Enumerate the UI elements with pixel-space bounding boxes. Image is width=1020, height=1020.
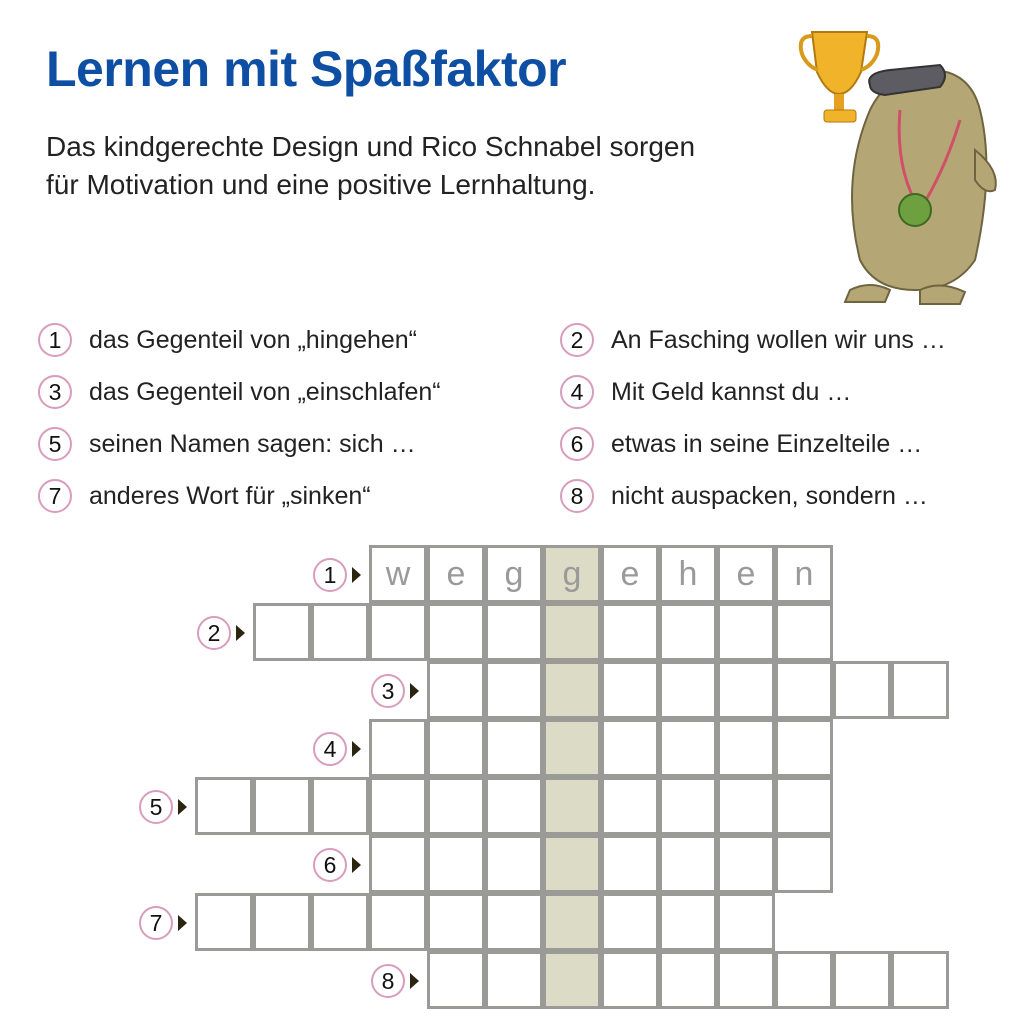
crossword-cell[interactable]: n (775, 545, 833, 603)
crossword-cell[interactable] (659, 835, 717, 893)
arrow-right-icon (352, 857, 361, 873)
crossword-cell[interactable] (485, 603, 543, 661)
crossword-cell[interactable] (659, 719, 717, 777)
crossword-cell[interactable] (253, 777, 311, 835)
crossword-cell[interactable] (601, 777, 659, 835)
crossword-cell[interactable] (659, 603, 717, 661)
crossword-cell[interactable] (891, 661, 949, 719)
platypus-mascot-illustration (790, 10, 1010, 320)
crossword-cell[interactable] (775, 719, 833, 777)
crossword-cell[interactable] (369, 893, 427, 951)
clue-item (560, 323, 946, 357)
solution-cell[interactable] (543, 835, 601, 893)
crossword-cell[interactable] (891, 951, 949, 1009)
crossword-cell[interactable] (659, 661, 717, 719)
crossword-cell[interactable]: e (427, 545, 485, 603)
clue-text: nicht auspacken, sondern … (611, 481, 928, 510)
crossword-cell[interactable]: w (369, 545, 427, 603)
crossword-cell[interactable] (717, 661, 775, 719)
arrow-right-icon (410, 683, 419, 699)
crossword-cell[interactable] (369, 835, 427, 893)
crossword-cell[interactable] (427, 777, 485, 835)
crossword-cell[interactable] (833, 951, 891, 1009)
clue-text: das Gegenteil von „einschlafen“ (89, 377, 441, 406)
crossword-cell[interactable] (427, 835, 485, 893)
row-number: 6 (313, 848, 347, 882)
page-title: Lernen mit Spaßfaktor (46, 41, 567, 97)
row-number: 2 (197, 616, 231, 650)
crossword-cell[interactable] (485, 661, 543, 719)
clue-item (38, 479, 371, 513)
row-number: 4 (313, 732, 347, 766)
crossword-cell[interactable] (775, 835, 833, 893)
clue-item (560, 427, 922, 461)
clue-text: Mit Geld kannst du … (611, 377, 852, 406)
crossword-cell[interactable]: e (601, 545, 659, 603)
crossword-cell[interactable] (427, 661, 485, 719)
solution-cell[interactable] (543, 603, 601, 661)
crossword-cell[interactable] (775, 603, 833, 661)
clue-item (38, 323, 417, 357)
crossword-cell[interactable] (369, 603, 427, 661)
clue-number: 4 (560, 375, 594, 409)
crossword-cell[interactable] (427, 603, 485, 661)
arrow-right-icon (236, 625, 245, 641)
crossword-cell[interactable] (717, 951, 775, 1009)
crossword-cell[interactable] (717, 777, 775, 835)
crossword-cell[interactable] (775, 951, 833, 1009)
crossword-cell[interactable] (833, 661, 891, 719)
clue-number: 6 (560, 427, 594, 461)
crossword-cell[interactable] (717, 719, 775, 777)
arrow-right-icon (410, 973, 419, 989)
row-number: 5 (139, 790, 173, 824)
arrow-right-icon (352, 741, 361, 757)
clue-item (560, 479, 928, 513)
crossword-cell[interactable] (253, 893, 311, 951)
crossword-cell[interactable] (601, 661, 659, 719)
crossword-cell[interactable]: g (485, 545, 543, 603)
row-number: 3 (371, 674, 405, 708)
intro-text: Das kindgerechte Design und Rico Schnabel sorgen für Motivation und eine positive Lernhaltung. (46, 131, 696, 200)
crossword-cell[interactable] (485, 893, 543, 951)
crossword-cell[interactable] (601, 835, 659, 893)
crossword-cell[interactable] (659, 777, 717, 835)
crossword-cell[interactable] (485, 951, 543, 1009)
solution-cell[interactable] (543, 661, 601, 719)
crossword-cell[interactable] (601, 951, 659, 1009)
crossword-cell[interactable]: h (659, 545, 717, 603)
arrow-right-icon (178, 915, 187, 931)
clue-number: 2 (560, 323, 594, 357)
solution-cell[interactable] (543, 893, 601, 951)
crossword-cell[interactable] (427, 719, 485, 777)
crossword-cell[interactable] (253, 603, 311, 661)
crossword-cell[interactable] (195, 777, 253, 835)
crossword-cell[interactable] (427, 893, 485, 951)
crossword-cell[interactable] (311, 777, 369, 835)
crossword-cell[interactable] (601, 893, 659, 951)
clue-text: An Fasching wollen wir uns … (611, 325, 946, 354)
trophy-icon (801, 32, 879, 122)
crossword-cell[interactable] (775, 661, 833, 719)
crossword-cell[interactable] (601, 603, 659, 661)
row-number: 8 (371, 964, 405, 998)
crossword-cell[interactable] (775, 777, 833, 835)
solution-cell[interactable] (543, 777, 601, 835)
clue-item (560, 375, 851, 409)
crossword-cell[interactable] (311, 603, 369, 661)
clue-text: seinen Namen sagen: sich … (89, 429, 416, 458)
clue-number: 3 (38, 375, 72, 409)
crossword-cell[interactable] (717, 603, 775, 661)
arrow-right-icon (178, 799, 187, 815)
clue-text: etwas in seine Einzelteile … (611, 429, 923, 458)
arrow-right-icon (352, 567, 361, 583)
clue-number: 5 (38, 427, 72, 461)
solution-cell[interactable] (543, 951, 601, 1009)
crossword-cell[interactable] (311, 893, 369, 951)
crossword-cell[interactable] (601, 719, 659, 777)
crossword-cell[interactable] (485, 719, 543, 777)
clue-number: 1 (38, 323, 72, 357)
solution-cell[interactable] (543, 719, 601, 777)
clue-item (38, 427, 416, 461)
clue-text: das Gegenteil von „hingehen“ (89, 325, 418, 354)
crossword-cell[interactable] (659, 893, 717, 951)
crossword-cell[interactable]: e (717, 545, 775, 603)
row-number: 7 (139, 906, 173, 940)
clue-number: 8 (560, 479, 594, 513)
clue-item (38, 375, 441, 409)
crossword-cell[interactable] (659, 951, 717, 1009)
row-number: 1 (313, 558, 347, 592)
crossword-cell[interactable] (717, 893, 775, 951)
crossword-cell[interactable] (369, 719, 427, 777)
crossword-cell[interactable] (485, 777, 543, 835)
clue-number: 7 (38, 479, 72, 513)
crossword-cell[interactable] (717, 835, 775, 893)
crossword-cell[interactable] (427, 951, 485, 1009)
crossword-cell[interactable] (369, 777, 427, 835)
clue-text: anderes Wort für „sinken“ (89, 481, 371, 510)
crossword-cell[interactable] (485, 835, 543, 893)
solution-cell[interactable]: g (543, 545, 601, 603)
crossword-cell[interactable] (195, 893, 253, 951)
